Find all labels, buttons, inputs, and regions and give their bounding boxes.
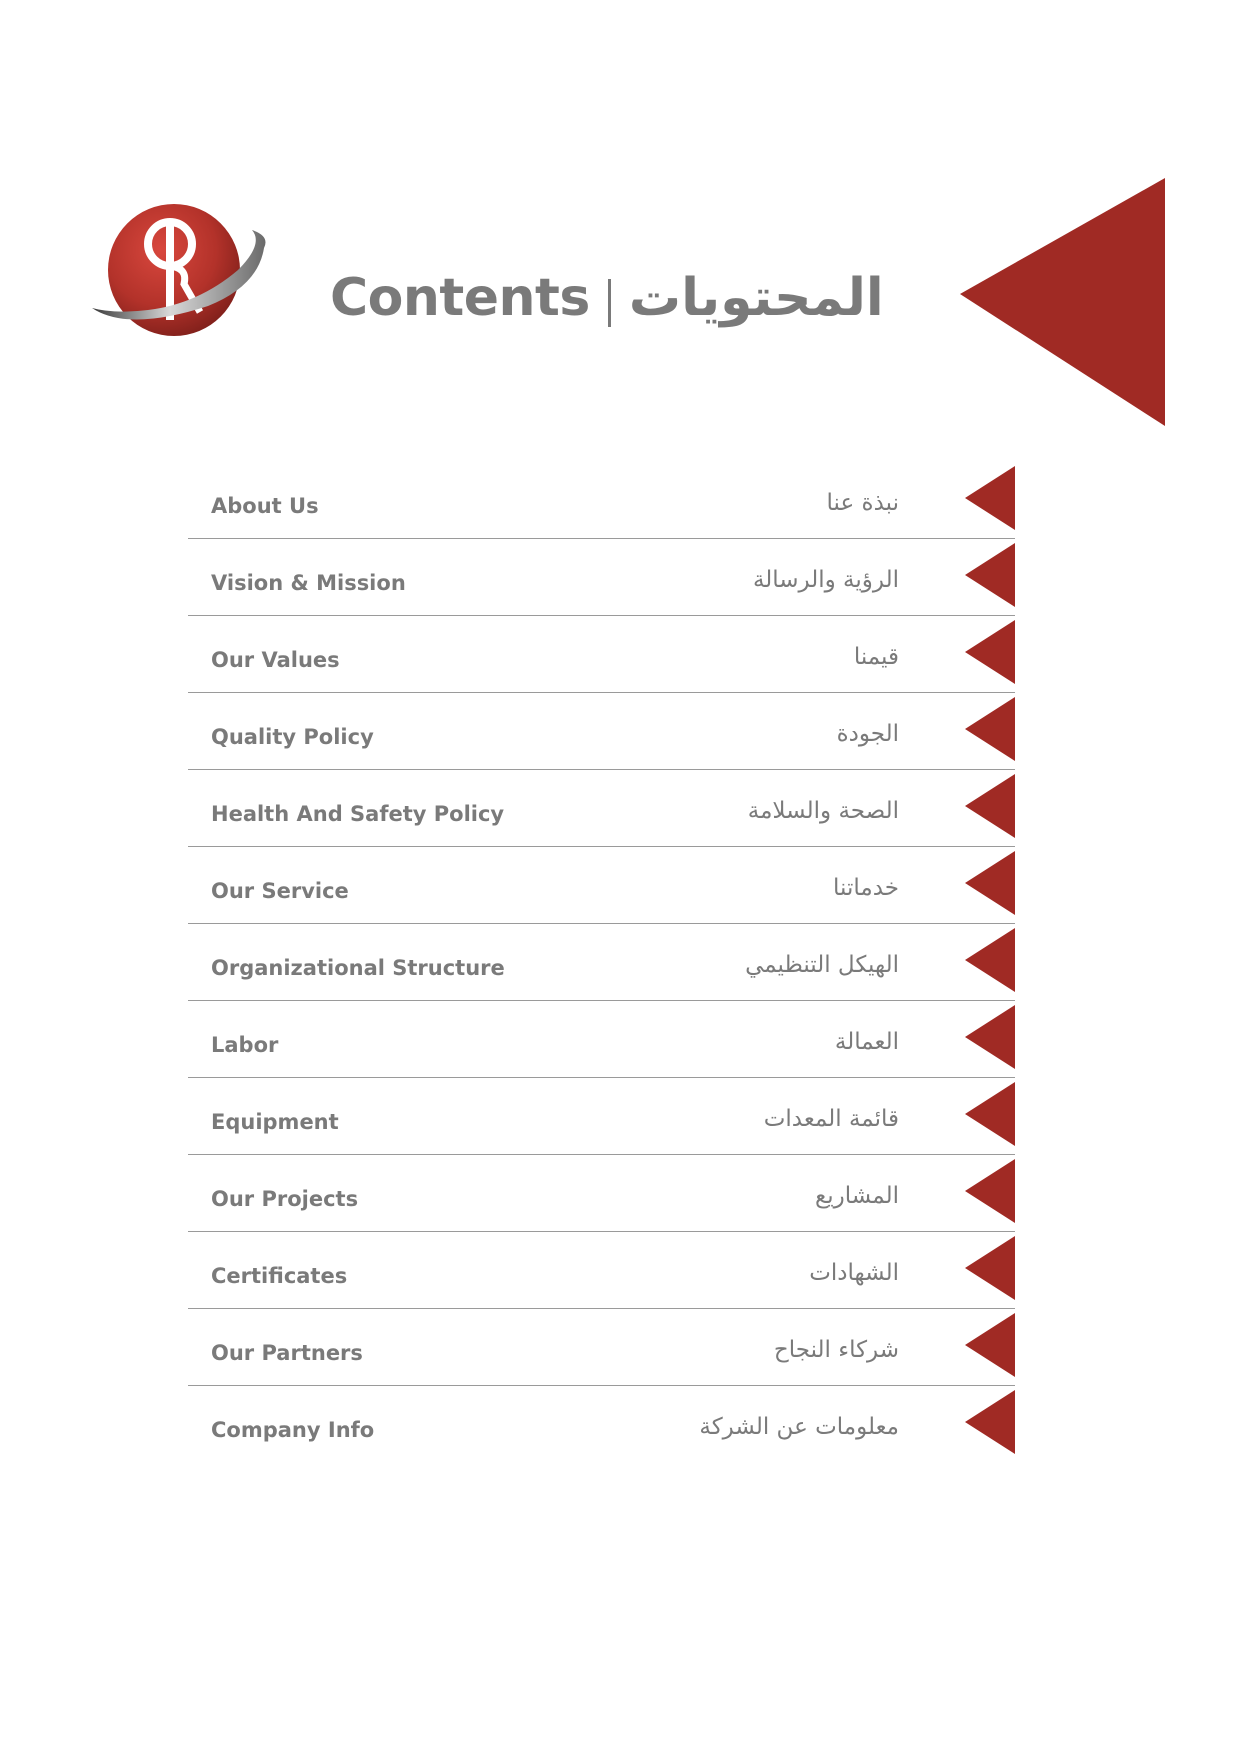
toc-label-english: Labor xyxy=(211,1033,279,1057)
toc-item-quality-policy[interactable] xyxy=(188,693,1015,770)
triangle-pointer-icon xyxy=(965,1236,1015,1300)
toc-label-arabic: المشاريع xyxy=(815,1183,899,1209)
triangle-pointer-icon xyxy=(965,466,1015,530)
toc-label-arabic: قيمنا xyxy=(853,644,899,670)
triangle-pointer-icon xyxy=(965,697,1015,761)
triangle-pointer-icon xyxy=(965,928,1015,992)
toc-label-english: Certificates xyxy=(211,1264,348,1288)
toc-label-arabic: خدماتنا xyxy=(833,875,899,901)
toc-label-arabic: قائمة المعدات xyxy=(763,1106,899,1132)
triangle-pointer-icon xyxy=(965,774,1015,838)
toc-label-arabic: الهيكل التنظيمي xyxy=(745,952,899,978)
toc-label-english: Vision & Mission xyxy=(211,571,406,595)
toc-label-arabic: الشهادات xyxy=(809,1260,899,1286)
company-logo xyxy=(88,200,270,352)
toc-label-english: Equipment xyxy=(211,1110,339,1134)
triangle-pointer-icon xyxy=(965,1313,1015,1377)
toc-item-company-info[interactable] xyxy=(188,1386,1015,1462)
logo-globe-icon xyxy=(88,200,270,352)
toc-label-arabic: الصحة والسلامة xyxy=(747,798,899,824)
toc-label-arabic: معلومات عن الشركة xyxy=(699,1414,899,1440)
triangle-pointer-icon xyxy=(965,1082,1015,1146)
toc-item-vision-mission[interactable] xyxy=(188,539,1015,616)
triangle-pointer-icon xyxy=(965,543,1015,607)
toc-item-about-us[interactable] xyxy=(188,458,1015,539)
table-of-contents xyxy=(188,458,1015,1462)
toc-label-english: Our Service xyxy=(211,879,349,903)
toc-label-english: Health And Safety Policy xyxy=(211,802,505,826)
toc-item-our-values[interactable] xyxy=(188,616,1015,693)
page-title-arabic: المحتويات xyxy=(628,268,884,328)
toc-label-english: Company Info xyxy=(211,1418,375,1442)
toc-item-labor[interactable] xyxy=(188,1001,1015,1078)
toc-item-health-safety[interactable] xyxy=(188,770,1015,847)
decorative-triangle-icon xyxy=(960,178,1165,426)
triangle-pointer-icon xyxy=(965,1005,1015,1069)
title-separator xyxy=(608,279,611,327)
toc-label-arabic: نبذة عنا xyxy=(826,490,899,516)
toc-label-arabic: الجودة xyxy=(836,721,899,747)
toc-item-certificates[interactable] xyxy=(188,1232,1015,1309)
page-title xyxy=(330,258,884,338)
toc-label-english: About Us xyxy=(211,494,319,518)
toc-item-organizational-structure[interactable] xyxy=(188,924,1015,1001)
toc-label-arabic: شركاء النجاح xyxy=(773,1337,899,1363)
toc-label-english: Our Projects xyxy=(211,1187,359,1211)
toc-item-our-service[interactable] xyxy=(188,847,1015,924)
toc-item-our-partners[interactable] xyxy=(188,1309,1015,1386)
toc-label-english: Organizational Structure xyxy=(211,956,505,980)
triangle-pointer-icon xyxy=(965,1390,1015,1454)
triangle-pointer-icon xyxy=(965,1159,1015,1223)
toc-label-english: Quality Policy xyxy=(211,725,374,749)
triangle-pointer-icon xyxy=(965,851,1015,915)
toc-item-equipment[interactable] xyxy=(188,1078,1015,1155)
toc-label-arabic: العمالة xyxy=(834,1029,899,1055)
triangle-pointer-icon xyxy=(965,620,1015,684)
toc-label-english: Our Values xyxy=(211,648,340,672)
page-title-english: Contents xyxy=(330,268,590,328)
toc-item-our-projects[interactable] xyxy=(188,1155,1015,1232)
toc-label-arabic: الرؤية والرسالة xyxy=(752,567,899,593)
toc-label-english: Our Partners xyxy=(211,1341,363,1365)
